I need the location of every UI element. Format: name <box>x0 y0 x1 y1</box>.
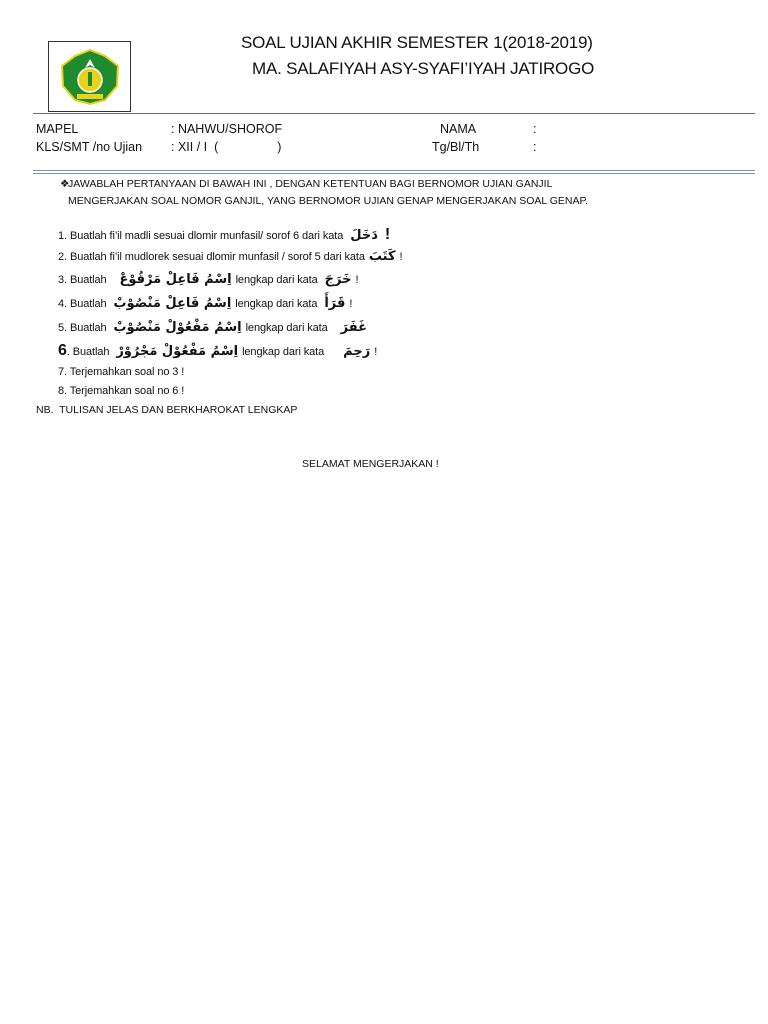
arabic-term: اِسْمُ فَاعِلْ مَرْفُوْعْ <box>119 272 232 287</box>
section-divider <box>33 170 755 174</box>
tgl-label: Tg/Bl/Th <box>432 140 480 154</box>
question-end: ! <box>384 226 391 243</box>
arabic-term: اِسْمُ مَفْعُوْلْ مَجْرُوْرْ <box>116 344 239 359</box>
question-5 <box>58 320 371 335</box>
question-pre: Buatlah <box>69 298 107 310</box>
kls-label: KLS/SMT /no Ujian <box>36 140 143 154</box>
arabic-word: خَرَجَ <box>324 272 352 287</box>
question-text: Buatlah fi’il mudlorek sesuai dlomir munfasil / sorof 5 dari kata <box>69 251 365 263</box>
question-8 <box>58 385 184 397</box>
nama-value: : <box>533 122 537 136</box>
school-emblem-icon <box>55 46 125 108</box>
question-number: 7. <box>58 366 67 378</box>
question-number: 4. <box>58 298 67 310</box>
note: NB. TULISAN JELAS DAN BERKHAROKAT LENGKAP <box>36 404 298 416</box>
arabic-word: غَفَرَ <box>340 320 367 335</box>
question-6 <box>58 342 377 360</box>
question-text: lengkap dari kata <box>235 298 318 310</box>
question-number: 8. <box>58 385 67 397</box>
question-number: 2. <box>58 251 67 263</box>
exam-title: SOAL UJIAN AKHIR SEMESTER 1(2018-2019) <box>241 33 593 52</box>
mapel-label: MAPEL <box>36 122 79 136</box>
kls-value: : XII / I ( ) <box>171 140 282 154</box>
mapel-value: : NAHWU/SHOROF <box>171 122 283 136</box>
arabic-word: دَخَلَ <box>350 228 378 243</box>
question-1 <box>58 226 390 244</box>
question-number-suffix: . <box>66 346 70 358</box>
question-2 <box>58 249 402 264</box>
question-text: lengkap dari kata <box>242 346 325 358</box>
arabic-word: قَرَأَ <box>324 296 346 311</box>
question-number: 6 <box>58 342 67 359</box>
question-number: 1. <box>58 230 67 242</box>
instruction-bullet-icon: ❖ <box>60 178 70 190</box>
question-end: ! <box>349 298 353 310</box>
arabic-word: رَحِمَ <box>343 344 371 359</box>
question-text: Terjemahkan soal no 6 ! <box>69 385 185 397</box>
header-divider <box>33 113 755 114</box>
question-pre: Buatlah <box>72 346 110 358</box>
question-7 <box>58 366 184 378</box>
question-end: ! <box>399 251 403 263</box>
tgl-value: : <box>533 140 537 154</box>
question-4 <box>58 296 352 311</box>
question-text: Terjemahkan soal no 3 ! <box>69 366 185 378</box>
instruction-line-1: JAWABLAH PERTANYAAN DI BAWAH INI , DENGAN KETENTUAN BAGI BERNOMOR UJIAN GANJIL <box>68 178 553 190</box>
question-end: ! <box>355 274 359 286</box>
question-pre: Buatlah <box>69 274 107 286</box>
school-name: MA. SALAFIYAH ASY-SYAFI’IYAH JATIROGO <box>252 59 595 78</box>
question-end: ! <box>374 346 378 358</box>
arabic-word: كَتَبَ <box>368 249 396 264</box>
closing-text: SELAMAT MENGERJAKAN ! <box>302 458 439 470</box>
question-pre: Buatlah <box>69 322 107 334</box>
instruction-line-2: MENGERJAKAN SOAL NOMOR GANJIL, YANG BERNOMOR UJIAN GENAP MENGERJAKAN SOAL GENAP. <box>68 195 589 207</box>
question-text: Buatlah fi’il madli sesuai dlomir munfasil/ sorof 6 dari kata <box>69 230 344 242</box>
question-text: lengkap dari kata <box>235 274 318 286</box>
arabic-term: اِسْمُ فَاعِلْ مَنْصُوْبْ <box>113 296 232 311</box>
arabic-term: اِسْمُ مَفْعُوْلْ مَنْصُوْبْ <box>113 320 242 335</box>
school-logo <box>48 41 131 112</box>
question-number: 5. <box>58 322 67 334</box>
question-number: 3. <box>58 274 67 286</box>
question-text: lengkap dari kata <box>245 322 328 334</box>
nama-label: NAMA <box>440 122 477 136</box>
question-3 <box>58 272 358 287</box>
